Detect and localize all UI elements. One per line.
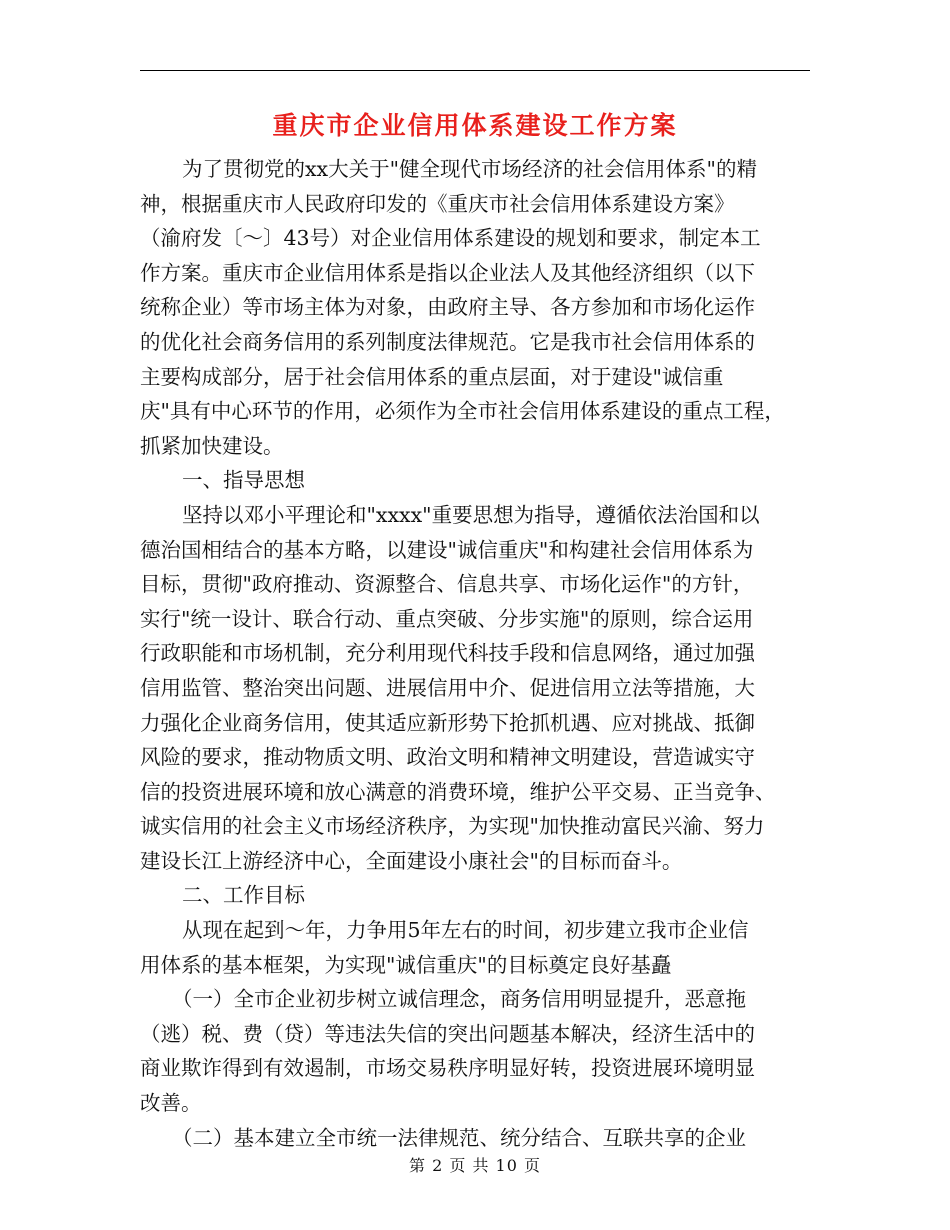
paragraph-line: 改善。 bbox=[140, 1091, 202, 1116]
header-rule bbox=[140, 70, 810, 71]
list-item-line: （一）全市企业初步树立诚信理念，商务信用明显提升，恶意拖 bbox=[172, 987, 746, 1012]
paragraph-line: 行政职能和市场机制，充分利用现代科技手段和信息网络，通过加强 bbox=[140, 641, 755, 666]
document-body bbox=[140, 152, 812, 1155]
page-number: 第 2 页 共 10 页 bbox=[409, 1156, 541, 1175]
paragraph-line: 的优化社会商务信用的系列制度法律规范。它是我市社会信用体系的 bbox=[140, 329, 755, 354]
paragraph-line: （渝府发〔～〕43号）对企业信用体系建设的规划和要求，制定本工 bbox=[140, 226, 761, 251]
paragraph-line: 目标，贯彻"政府推动、资源整合、信息共享、市场化运作"的方针， bbox=[140, 572, 754, 597]
paragraph-line: 用体系的基本框架，为实现"诚信重庆"的目标奠定良好基矗 bbox=[140, 952, 672, 977]
section-heading: 二、工作目标 bbox=[182, 883, 305, 908]
paragraph-line: 庆"具有中心环节的作用，必须作为全市社会信用体系建设的重点工程， bbox=[140, 399, 785, 424]
paragraph-line: 坚持以邓小平理论和"xxxx"重要思想为指导，遵循依法治国和以 bbox=[182, 502, 760, 527]
paragraph-line: 德治国相结合的基本方略，以建设"诚信重庆"和构建社会信用体系为 bbox=[140, 537, 754, 562]
paragraph-line: 为了贯彻党的xx大关于"健全现代市场经济的社会信用体系"的精 bbox=[182, 157, 757, 181]
paragraph-line: 从现在起到～年，力争用5年左右的时间，初步建立我市企业信 bbox=[182, 918, 749, 943]
list-item-line: （二）基本建立全市统一法律规范、统分结合、互联共享的企业 bbox=[172, 1125, 746, 1150]
section-heading: 一、指导思想 bbox=[182, 468, 305, 493]
paragraph-line: 力强化企业商务信用，使其适应新形势下抢抓机遇、应对挑战、抵御 bbox=[140, 710, 755, 735]
paragraph-line: （逃）税、费（贷）等违法失信的突出问题基本解决，经济生活中的 bbox=[140, 1021, 755, 1046]
paragraph-line: 统称企业）等市场主体为对象，由政府主导、各方参加和市场化运作 bbox=[140, 295, 755, 320]
paragraph-line: 信用监管、整治突出问题、进展信用中介、促进信用立法等措施，大 bbox=[140, 675, 755, 700]
paragraph-line: 风险的要求，推动物质文明、政治文明和精神文明建设，营造诚实守 bbox=[140, 745, 755, 770]
paragraph-line: 作方案。重庆市企业信用体系是指以企业法人及其他经济组织（以下 bbox=[140, 260, 755, 285]
paragraph-line: 商业欺诈得到有效遏制，市场交易秩序明显好转，投资进展环境明显 bbox=[140, 1056, 755, 1081]
paragraph-line: 建设长江上游经济中心，全面建设小康社会"的目标而奋斗。 bbox=[140, 848, 683, 873]
paragraph-line: 信的投资进展环境和放心满意的消费环境，维护公平交易、正当竞争、 bbox=[140, 779, 776, 804]
document-title: 重庆市企业信用体系建设工作方案 bbox=[272, 111, 678, 140]
paragraph-line: 实行"统一设计、联合行动、重点突破、分步实施"的原则，综合运用 bbox=[140, 606, 754, 631]
paragraph-line: 抓紧加快建设。 bbox=[140, 433, 284, 458]
paragraph-line: 诚实信用的社会主义市场经济秩序，为实现"加快推动富民兴渝、努力 bbox=[140, 814, 765, 839]
paragraph-line: 神，根据重庆市人民政府印发的《重庆市社会信用体系建设方案》 bbox=[140, 191, 735, 216]
paragraph-line: 主要构成部分，居于社会信用体系的重点层面，对于建设"诚信重 bbox=[140, 364, 724, 389]
